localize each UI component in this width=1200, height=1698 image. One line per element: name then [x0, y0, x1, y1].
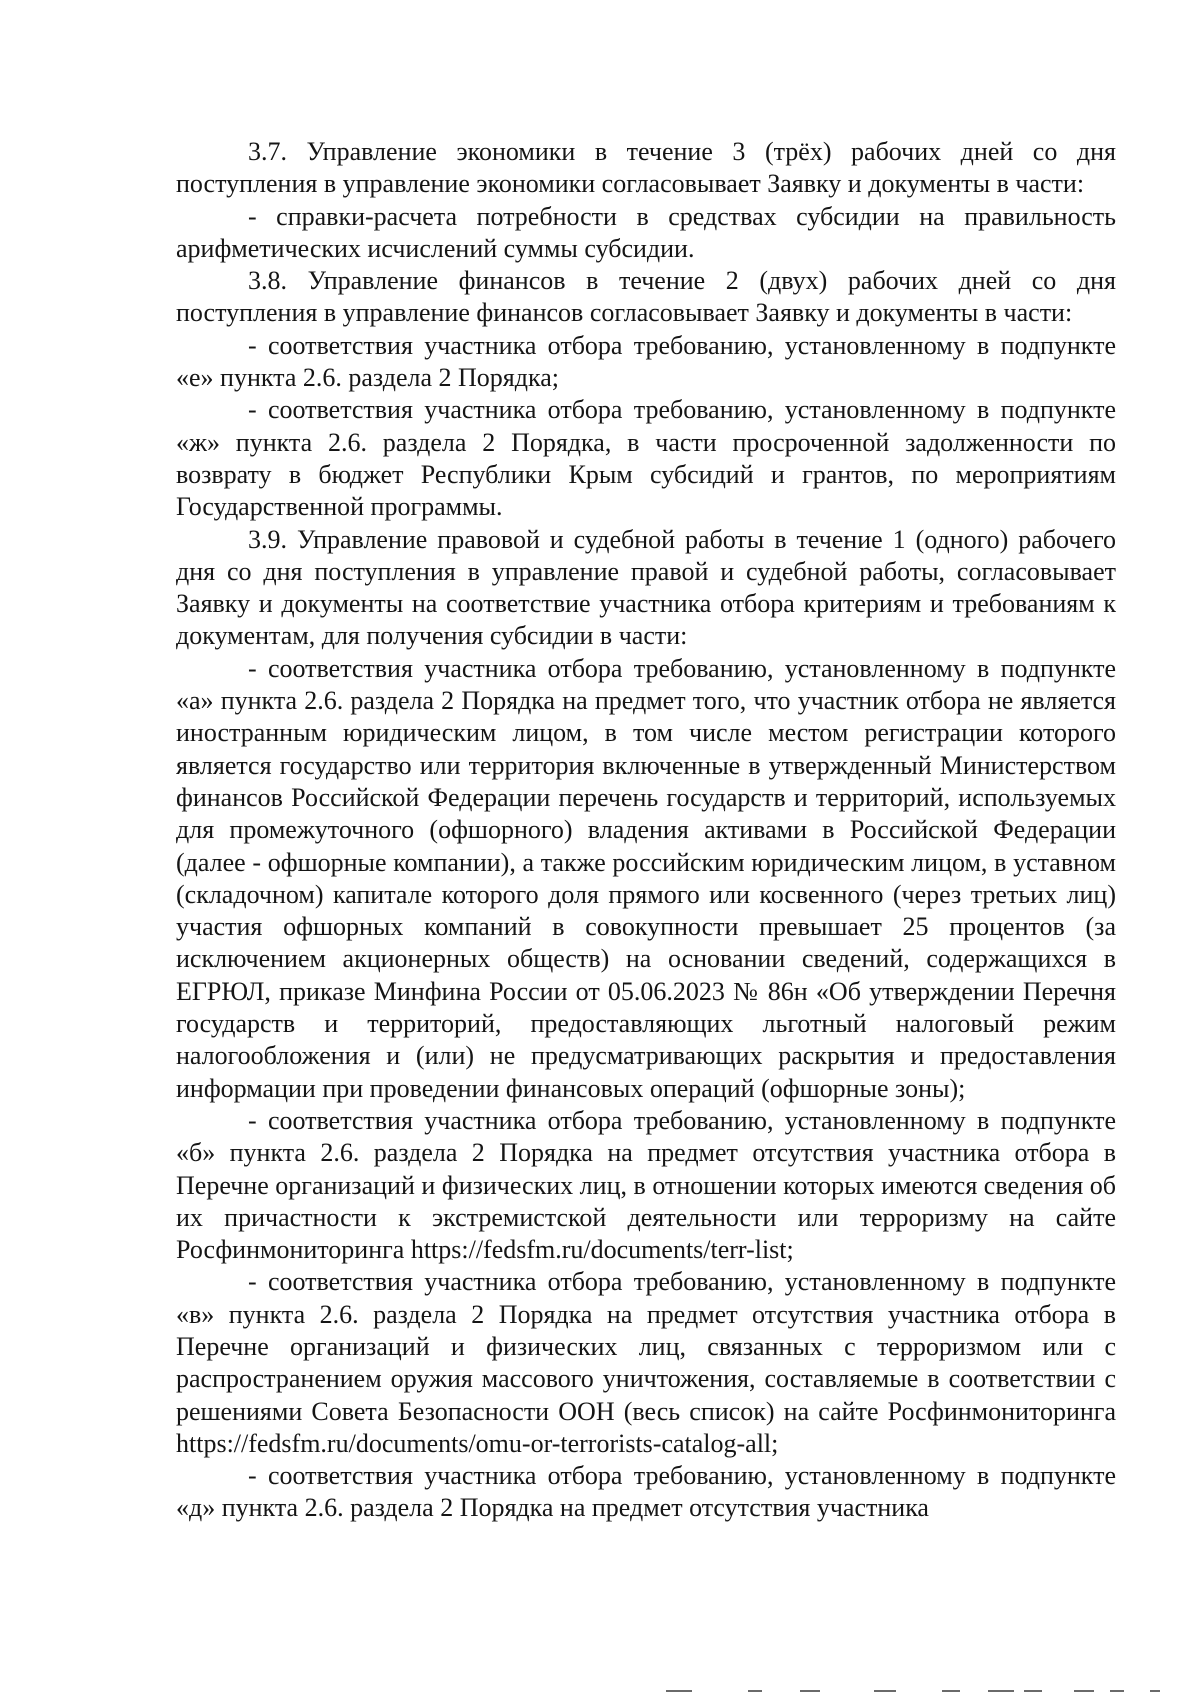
scan-mark: [748, 1690, 762, 1692]
scan-mark: [874, 1690, 896, 1692]
paragraph-3-9-item-v: - соответствия участника отбора требованию, установленному в подпункте «в» пункта 2.6. раздела 2 Порядка на предмет отсутствия участника отбора в Перечне организаций и физических лиц, связанных с терроризмом или с распространением оружия массового уничтожения, составляемые в соответствии с решениями Совета Безопасности ООН (весь список) на сайте Росфинмониторинга https://fedsfm.ru/documents/omu-or-terrorists-catalog-all;: [176, 1267, 1116, 1458]
paragraph-3-8: 3.8. Управление финансов в течение 2 (двух) рабочих дней со дня поступления в управление финансов согласовывает Заявку и документы в части:: [176, 266, 1116, 328]
scan-mark: [1110, 1690, 1124, 1692]
scan-mark: [988, 1690, 1014, 1692]
paragraph-3-8-item-e: - соответствия участника отбора требованию, установленному в подпункте «е» пункта 2.6. раздела 2 Порядка;: [176, 330, 1116, 393]
paragraph-3-7-item: - справки-расчета потребности в средствах субсидии на правильность арифметических исчислений суммы субсидии.: [176, 201, 1116, 263]
paragraph-3-9: 3.9. Управление правовой и судебной работы в течение 1 (одного) рабочего дня со дня поступления в управление правой и судебной работы, согласовывает Заявку и документы на соответствие участника отбора критериям и требованиям к документам, для получения субсидии в части:: [176, 524, 1116, 651]
paragraph-3-9-item-b: - соответствия участника отбора требованию, установленному в подпункте «б» пункта 2.6. раздела 2 Порядка на предмет отсутствия участника отбора в Перечне организаций и физических лиц, в отношении которых имеются сведения об их причастности к экстремистской деятельности или терроризму на сайте Росфинмониторинга https://fedsfm.ru/documents/terr-list;: [176, 1105, 1116, 1265]
paragraph-3-8-item-zh: - соответствия участника отбора требованию, установленному в подпункте «ж» пункта 2.6. раздела 2 Порядка, в части просроченной задолженности по возврату в бюджет Республики Крым субсидий и грантов, по мероприятиям Государственной программы.: [176, 395, 1116, 522]
scan-mark: [800, 1690, 820, 1692]
document-body: [176, 136, 1116, 1525]
paragraph-3-7: 3.7. Управление экономики в течение 3 (трёх) рабочих дней со дня поступления в управление экономики согласовывает Заявку и документы в части:: [176, 137, 1116, 199]
scan-mark: [942, 1690, 960, 1692]
paragraph-3-9-item-d: - соответствия участника отбора требованию, установленному в подпункте «д» пункта 2.6. раздела 2 Порядка на предмет отсутствия участника: [176, 1461, 1116, 1523]
scan-mark: [1074, 1690, 1094, 1692]
paragraph-3-9-item-a: - соответствия участника отбора требованию, установленному в подпункте «а» пункта 2.6. раздела 2 Порядка на предмет того, что участник отбора не является иностранным юридическим лицом, в том числе местом регистрации которого является государство или территория включенные в утвержденный Министерством финансов Российской Федерации перечень государств и территорий, используемых для промежуточного (офшорного) владения активами в Российской Федерации (далее - офшорные компании), а также российским юридическим лицом, в уставном (складочном) капитале которого доля прямого или косвенного (через третьих лиц) участия офшорных компаний в совокупности превышает 25 процентов (за исключением акционерных обществ) на основании сведений, содержащихся в ЕГРЮЛ, приказе Минфина России от 05.06.2023 № 86н «Об утверждении Перечня государств и территорий, предоставляющих льготный налоговый режим налогообложения и (или) не предусматривающих раскрытия и предоставления информации при проведении финансовых операций (офшорные зоны);: [176, 653, 1116, 1103]
scan-mark: [1024, 1690, 1042, 1692]
scan-mark: [1150, 1690, 1160, 1692]
scan-artifact-marks: [0, 1690, 1200, 1696]
scan-mark: [666, 1690, 692, 1692]
